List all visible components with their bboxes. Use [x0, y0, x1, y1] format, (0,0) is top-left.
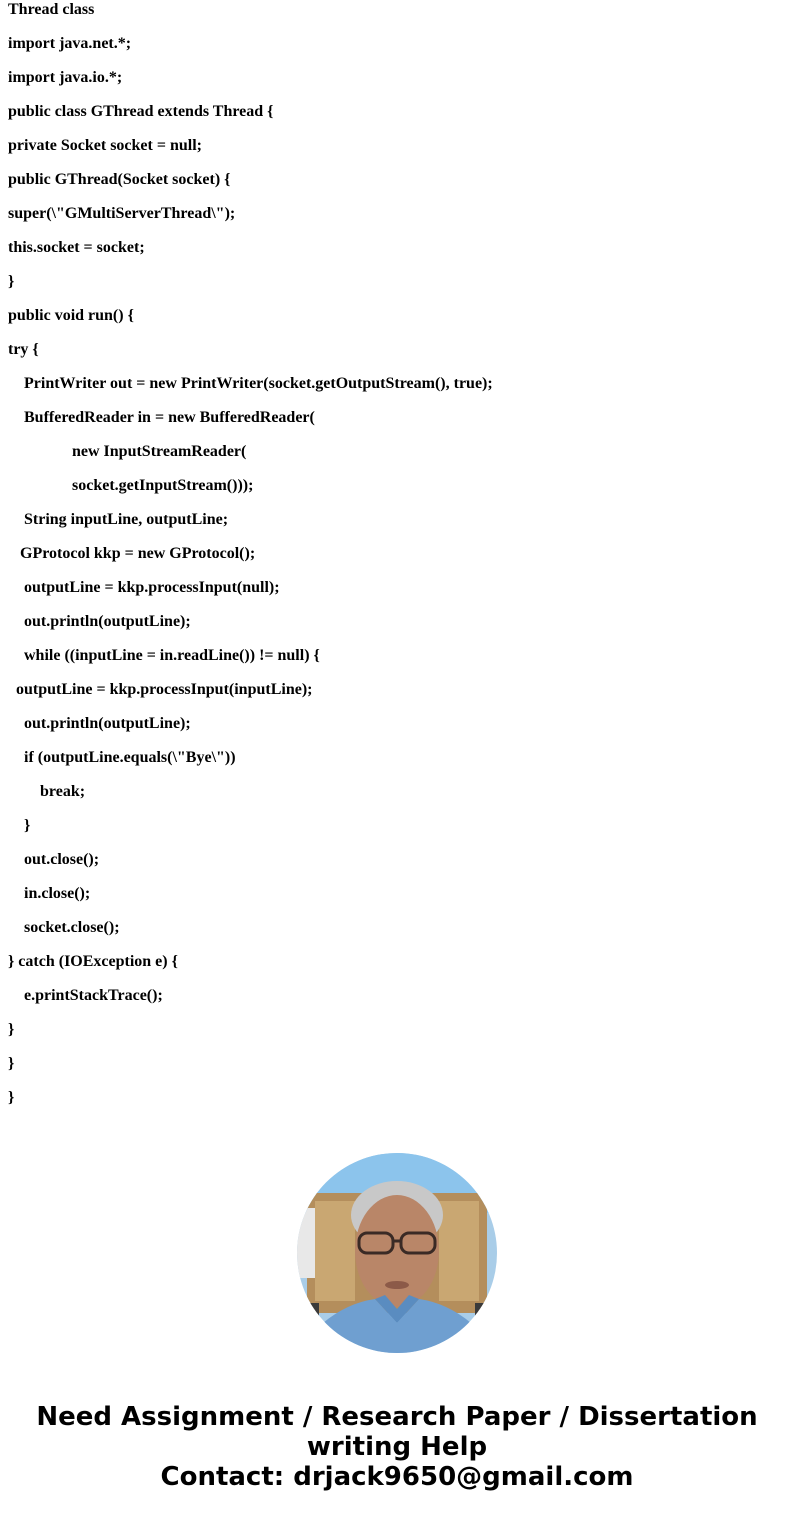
- person-photo-icon: [297, 1153, 497, 1353]
- code-line: out.println(outputLine);: [8, 613, 191, 630]
- code-line: if (outputLine.equals(\"Bye\")): [8, 749, 236, 766]
- footer-contact-email: Contact: drjack9650@gmail.com: [160, 1462, 634, 1492]
- code-line: e.printStackTrace();: [8, 987, 163, 1004]
- code-line: outputLine = kkp.processInput(null);: [8, 579, 280, 596]
- code-block: [8, 0, 788, 1122]
- code-line: socket.getInputStream()));: [8, 477, 254, 494]
- footer-heading-line-1: Need Assignment / Research Paper / Dissertation: [36, 1402, 758, 1432]
- footer-heading-line-2: writing Help: [306, 1432, 488, 1462]
- code-line: break;: [8, 783, 86, 800]
- code-line: try {: [8, 341, 39, 358]
- code-line: while ((inputLine = in.readLine()) != null) {: [8, 647, 320, 664]
- code-line: private Socket socket = null;: [8, 137, 202, 154]
- code-line: }: [8, 1089, 15, 1106]
- code-line: public class GThread extends Thread {: [8, 103, 274, 120]
- code-line: public GThread(Socket socket) {: [8, 171, 231, 188]
- code-line: out.println(outputLine);: [8, 715, 191, 732]
- code-line: } catch (IOException e) {: [8, 953, 178, 970]
- avatar: [297, 1153, 497, 1353]
- code-line: }: [8, 1021, 15, 1038]
- code-line: new InputStreamReader(: [8, 443, 247, 460]
- code-line: GProtocol kkp = new GProtocol();: [8, 545, 256, 562]
- code-line: }: [8, 817, 31, 834]
- code-line: String inputLine, outputLine;: [8, 511, 229, 528]
- code-line: this.socket = socket;: [8, 239, 145, 256]
- code-line: BufferedReader in = new BufferedReader(: [8, 409, 315, 426]
- code-line: Thread class: [8, 1, 95, 18]
- code-line: import java.net.*;: [8, 35, 132, 52]
- code-line: }: [8, 273, 15, 290]
- code-line: import java.io.*;: [8, 69, 123, 86]
- code-line: super(\"GMultiServerThread\");: [8, 205, 236, 222]
- code-line: }: [8, 1055, 15, 1072]
- code-line: outputLine = kkp.processInput(inputLine);: [8, 681, 313, 698]
- code-line: PrintWriter out = new PrintWriter(socket.getOutputStream(), true);: [8, 375, 493, 392]
- contact-footer: [0, 1402, 794, 1492]
- code-line: socket.close();: [8, 919, 120, 936]
- code-line: in.close();: [8, 885, 91, 902]
- code-line: public void run() {: [8, 307, 134, 324]
- code-line: out.close();: [8, 851, 100, 868]
